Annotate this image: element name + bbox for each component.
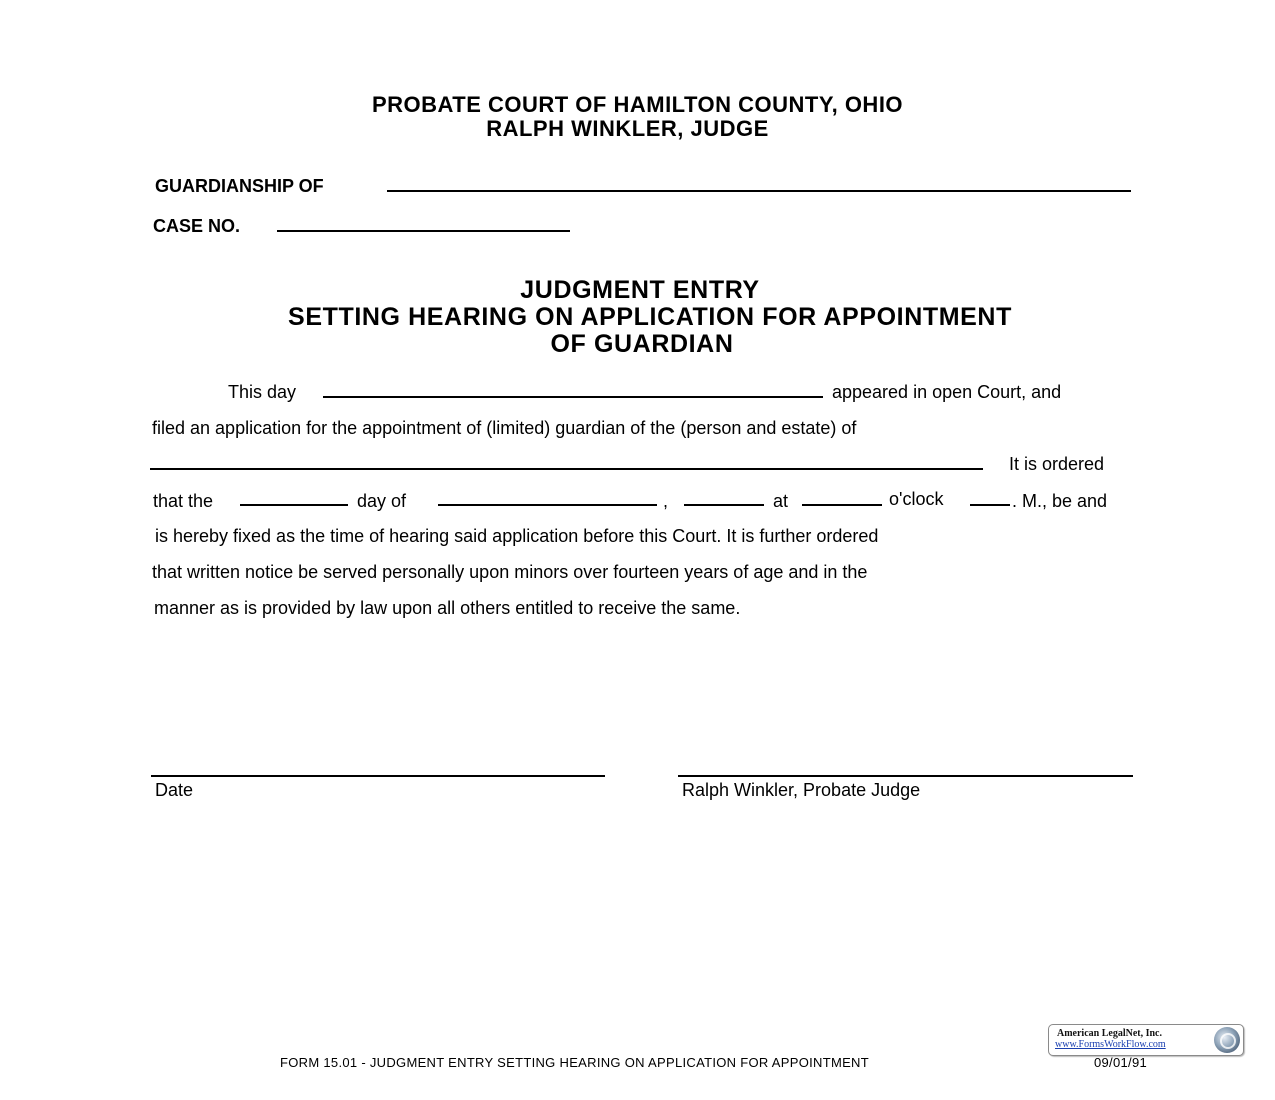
hearing-time-field[interactable] [802,504,882,506]
title-line-3: OF GUARDIAN [550,330,734,358]
guardianship-field[interactable] [387,190,1131,192]
guardianship-label: GUARDIANSHIP OF [155,176,324,196]
body-line-7: manner as is provided by law upon all others entitled to receive the same. [154,598,741,618]
m-be-and-text: . M., be and [1012,491,1108,511]
title-line-1: JUDGMENT ENTRY [520,276,760,304]
judge-name: RALPH WINKLER, JUDGE [486,116,769,141]
logo-url-link[interactable]: www.FormsWorkFlow.com [1055,1039,1166,1050]
judge-signature-line[interactable] [678,775,1133,777]
logo-company: American LegalNet, Inc. [1057,1028,1162,1039]
it-is-ordered-text: It is ordered [1009,454,1105,474]
appearing-party-field[interactable] [323,396,823,398]
filed-text: filed an application for the appointment of (limited) guardian of the (person and estate) of [152,418,857,438]
american-legalnet-logo[interactable] [1048,1024,1244,1056]
ward-name-field[interactable] [150,468,983,470]
footer-date: 09/01/91 [1094,1055,1148,1070]
case-no-label: CASE NO. [153,216,241,236]
body-line-5: is hereby fixed as the time of hearing said application before this Court. It is further ordered [155,526,879,546]
oclock-text: o'clock [889,489,944,509]
hearing-month-field[interactable] [438,504,657,506]
appeared-text: appeared in open Court, and [832,382,1062,402]
globe-icon [1214,1027,1240,1053]
date-label: Date [155,780,194,800]
body-line-6: that written notice be served personally upon minors over fourteen years of age and in the [152,562,868,582]
at-text: at [773,491,789,511]
this-day-text: This day [228,382,297,402]
am-pm-field[interactable] [970,504,1010,506]
case-no-field[interactable] [277,230,570,232]
court-name: PROBATE COURT OF HAMILTON COUNTY, OHIO [371,92,904,117]
hearing-year-field[interactable] [684,504,764,506]
comma-text: , [663,491,669,511]
that-the-text: that the [153,491,214,511]
date-signature-line[interactable] [151,775,605,777]
title-line-2: SETTING HEARING ON APPLICATION FOR APPOINTMENT [288,303,1012,331]
footer-form-title: FORM 15.01 - JUDGMENT ENTRY SETTING HEARING ON APPLICATION FOR APPOINTMENT [280,1055,869,1070]
hearing-day-field[interactable] [240,504,348,506]
judge-signature-label: Ralph Winkler, Probate Judge [682,780,921,800]
day-of-text: day of [357,491,407,511]
